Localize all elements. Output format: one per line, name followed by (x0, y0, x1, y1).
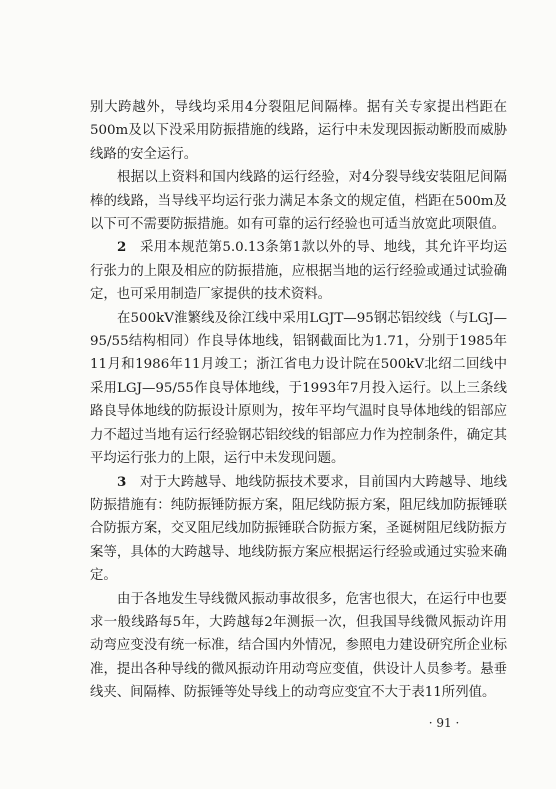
item-number: 2 (117, 239, 127, 256)
item-number: 3 (117, 473, 127, 490)
page-number: · 91 · (428, 716, 460, 730)
paragraph-continuation (90, 96, 507, 166)
paragraph-text: 别大跨越外，导线均采用4分裂阻尼间隔棒。据有关专家提出档距在500m及以下没采用防振措施的线路，运行中未发现因振动断股而威胁线路的安全运行。 (90, 100, 507, 162)
paragraph-text: 采用本规范第5.0.13条第1款以外的导、地线，其允许平均运行张力的上限及相应的防振措施，应根据当地的运行经验或通过试验确定，也可采用制造厂家提供的技术资料。 (90, 240, 507, 303)
paragraph-text: 在500kV淮繁线及徐江线中采用LGJT—95钢芯铝绞线（与LGJ—95/55结构相同）作良导体地线，铝钢截面比为1.71，分别于1985年11月和1986年11月竣工；浙江省电力设计院在500kV北绍二回线中采用LGJ—95/55作良导体地线，于1993年7月投入运行。以上三条线路良导体地线的防振设计原则为，按年平均气温时良导体地线的铝部应力不超过当地有运行经验钢芯铝绞线的铝部应力作为控制条件，确定其平均运行张力的上限，运行中未发现问题。 (90, 310, 507, 467)
paragraph-vibration-strain (90, 588, 507, 705)
paragraph-text: 由于各地发生导线微风振动事故很多，危害也很大，在运行中也要求一般线路每5年，大跨越每2年测振一次，但我国导线微风振动许用动弯应变没有统一标准，结合国内外情况，参照电力建设研究所企业标准，提出各种导线的微风振动许用动弯应变值，供设计人员参考。悬垂线夹、间隔棒、防振锤等处导线上的动弯应变宜不大于表11所列值。 (90, 591, 507, 701)
paragraph-text: 根据以上资料和国内线路的运行经验，对4分裂导线安装阻尼间隔棒的线路，当导线平均运行张力满足本条文的规定值，档距在500m及以下可不需要防振措施。如有可靠的运行经验也可适当放宽此项限值。 (90, 170, 507, 233)
paragraph-item-2 (90, 236, 507, 306)
paragraph-operating-experience (90, 166, 507, 236)
body-text (90, 96, 507, 705)
paragraph-text: 对于大跨越导、地线防振技术要求，目前国内大跨越导、地线防振措施有：纯防振锤防振方案，阻尼线防振方案，阻尼线加防振锤联合防振方案，交叉阻尼线加防振锤联合防振方案，圣诞树阻尼线防振方案等，具体的大跨越导、地线防振方案应根据运行经验或通过实验来确定。 (90, 474, 507, 584)
paragraph-item-3 (90, 471, 507, 588)
paragraph-ground-wire-design (90, 307, 507, 471)
